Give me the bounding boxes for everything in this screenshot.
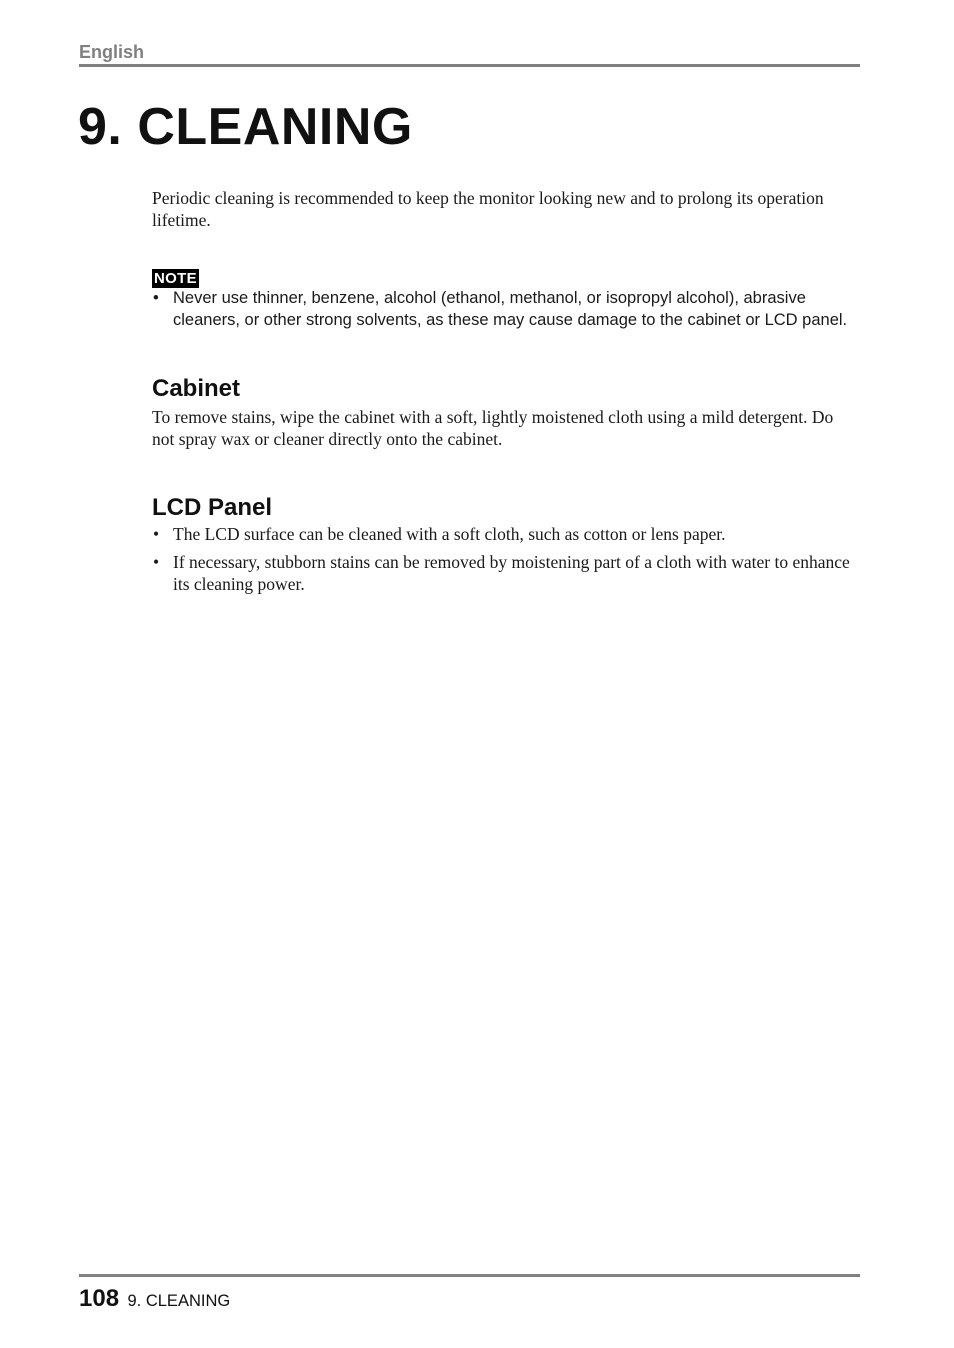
page-number: 108	[79, 1285, 120, 1312]
lcd-panel-item-text: If necessary, stubborn stains can be removed by moistening part of a cloth with water to enhance its cleaning power.	[173, 552, 850, 594]
bullet-icon: •	[153, 524, 160, 544]
intro-paragraph: Periodic cleaning is recommended to keep the monitor looking new and to prolong its operation lifetime.	[152, 188, 824, 230]
footer-section-title: 9. CLEANING	[127, 1292, 231, 1310]
note-badge: NOTE	[154, 270, 197, 287]
cabinet-heading: Cabinet	[152, 375, 241, 402]
main-content	[152, 187, 857, 595]
page-title: 9. CLEANING	[78, 98, 413, 156]
bullet-icon: •	[153, 289, 159, 307]
lcd-panel-item	[152, 551, 857, 595]
note-list	[152, 288, 857, 331]
lcd-panel-list	[152, 523, 857, 595]
note-item	[152, 288, 857, 331]
lcd-panel-heading: LCD Panel	[152, 494, 273, 521]
cabinet-paragraph: To remove stains, wipe the cabinet with a soft, lightly moistened cloth using a mild detergent. Do not spray wax or cleaner directly onto the cabinet.	[152, 407, 834, 449]
lcd-panel-item-text: The LCD surface can be cleaned with a soft cloth, such as cotton or lens paper.	[173, 524, 726, 544]
lcd-panel-item	[152, 523, 857, 545]
language-label: English	[79, 42, 145, 62]
page-footer	[79, 1284, 230, 1314]
header-divider	[79, 64, 860, 67]
footer-divider	[79, 1274, 860, 1277]
note-item-text: Never use thinner, benzene, alcohol (ethanol, methanol, or isopropyl alcohol), abrasive cleaners, or other strong solvents, as these may cause damage to the cabinet or LCD panel.	[173, 289, 848, 329]
bullet-icon: •	[153, 552, 160, 572]
